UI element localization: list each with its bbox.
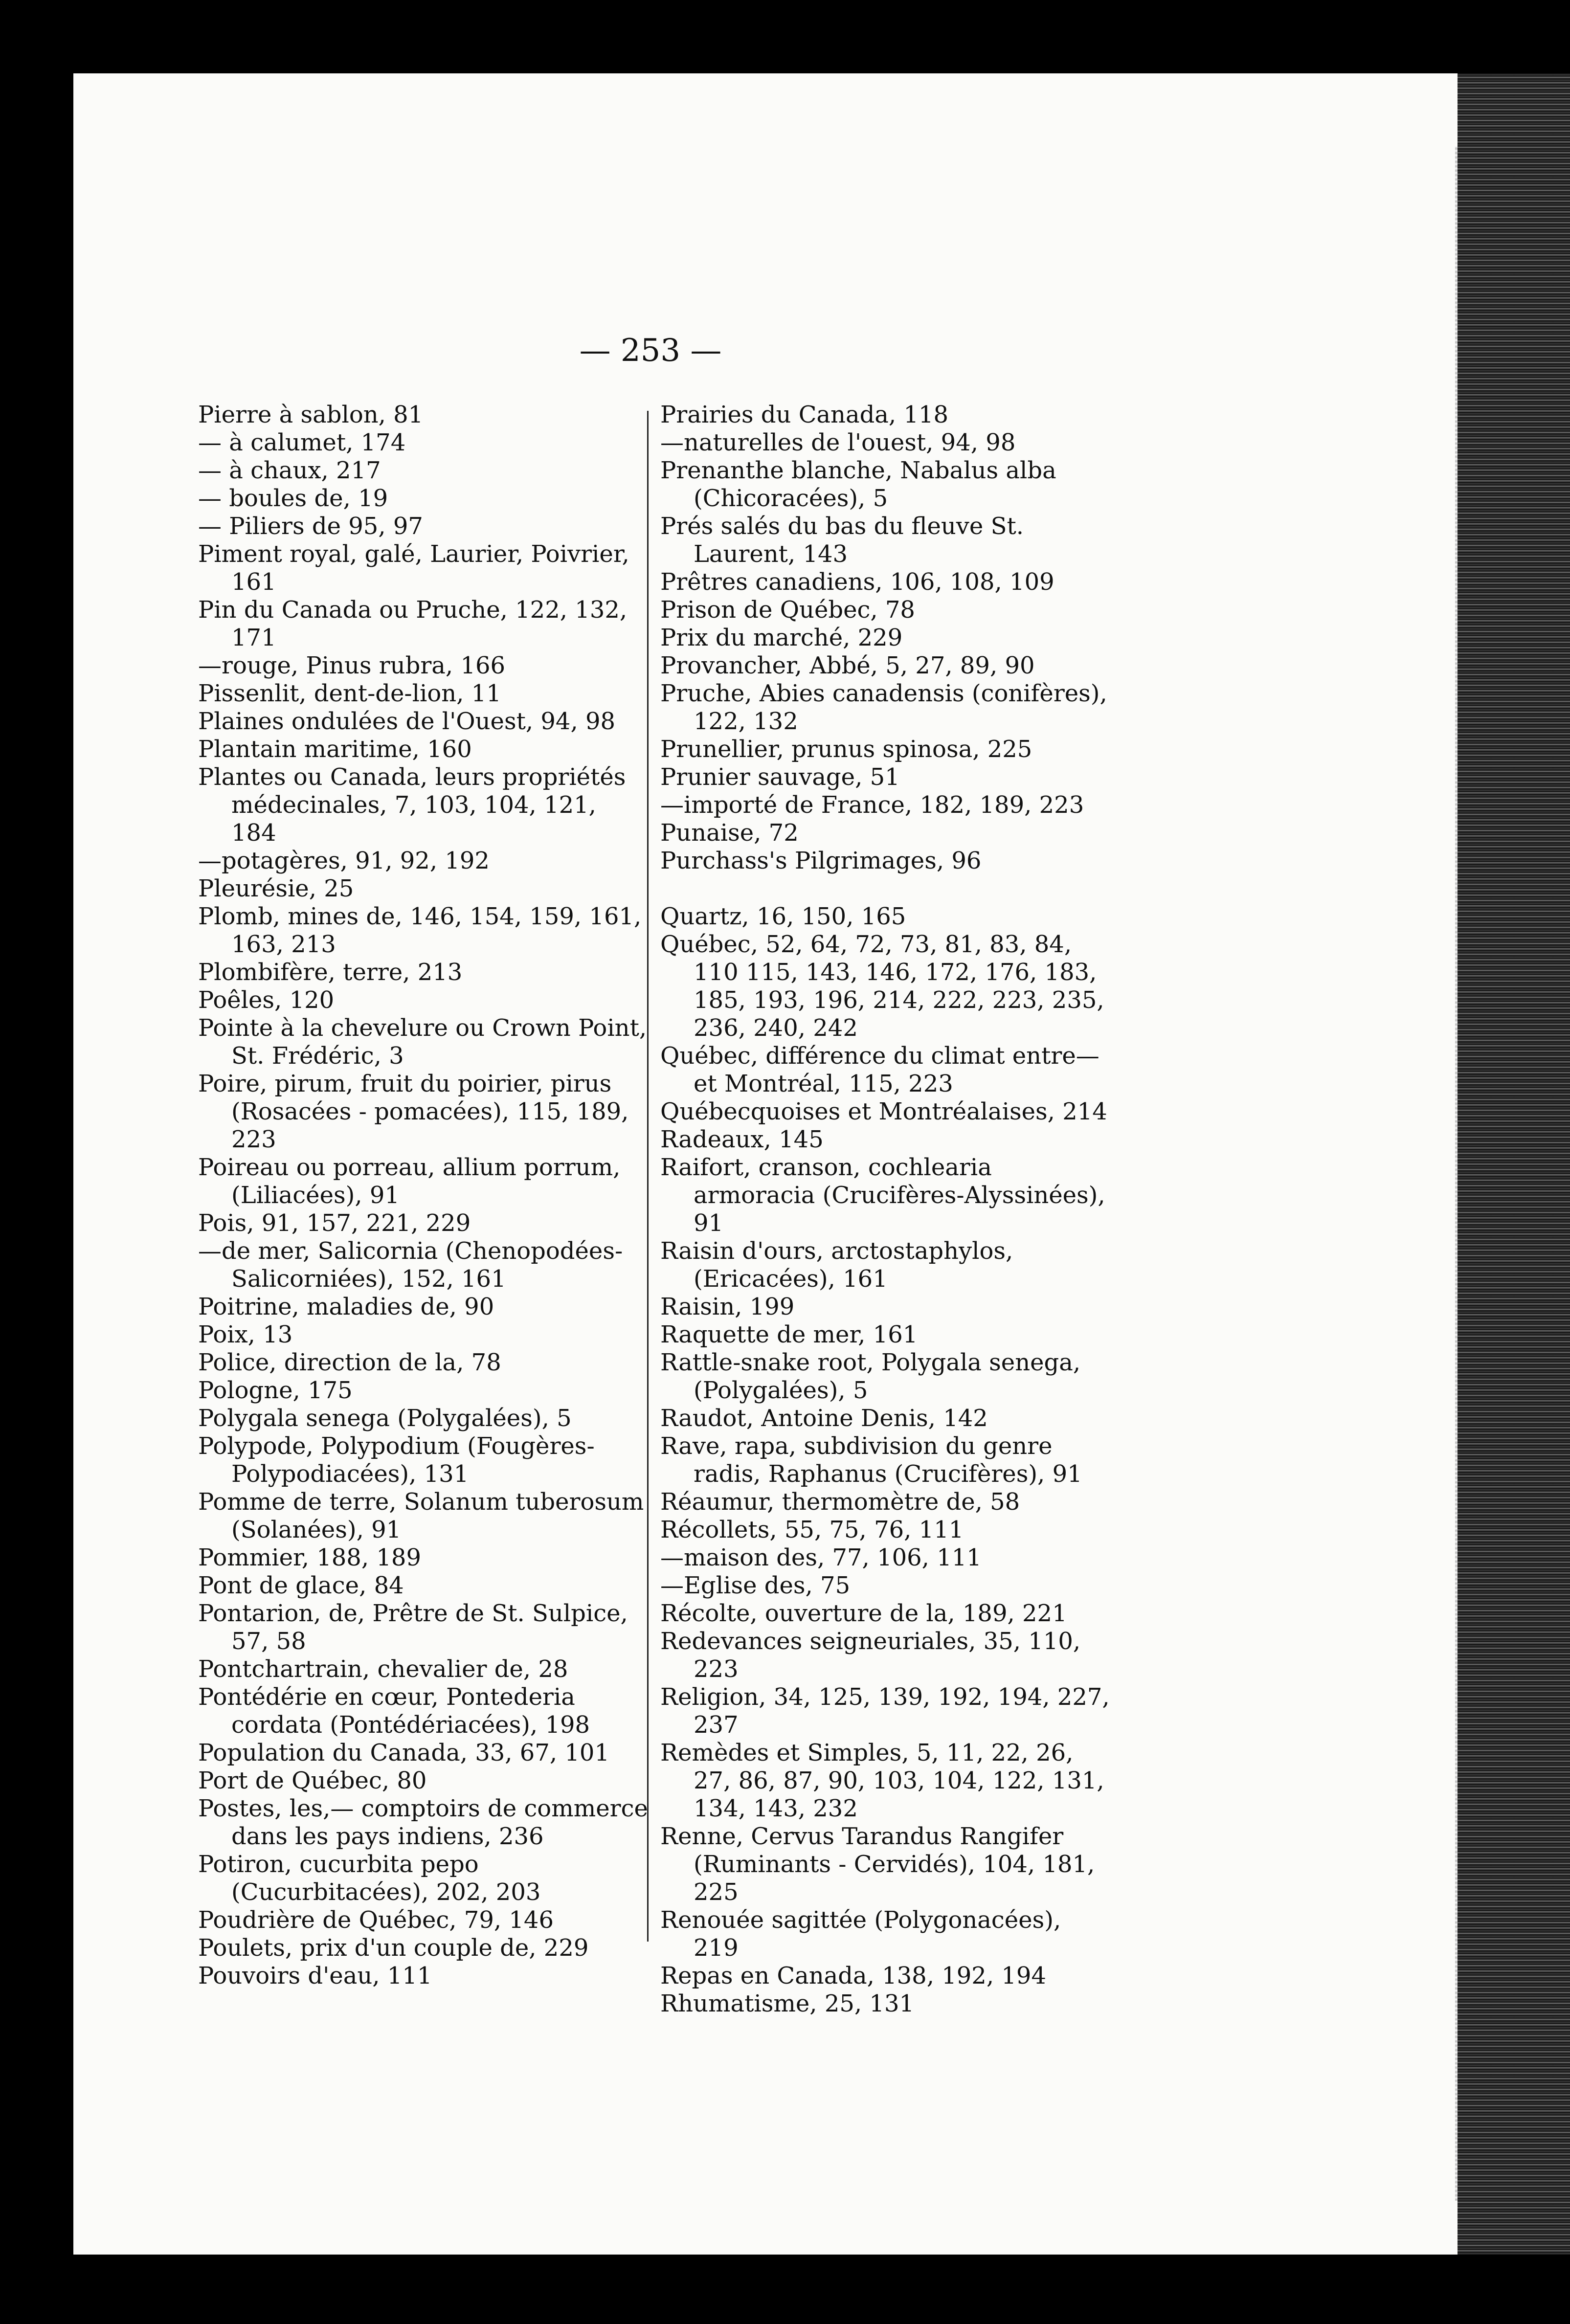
index-entry: Prix du marché, 229	[660, 624, 903, 651]
index-entry: Prunier sauvage, 51	[660, 763, 900, 791]
index-entry: Potiron, cucurbita pepo (Cucurbitacées), 202, 203	[198, 1851, 541, 1906]
index-entry: Rhumatisme, 25, 131	[660, 1990, 915, 2017]
index-entry: Polygala senega (Polygalées), 5	[198, 1405, 572, 1432]
letter-gap	[660, 875, 1110, 903]
index-entry: Poire, pirum, fruit du poirier, pirus (Rosacées - pomacées), 115, 189, 223	[198, 1070, 629, 1153]
index-entry: —Eglise des, 75	[660, 1572, 851, 1599]
index-entry: Pruche, Abies canadensis (conifères), 122, 132	[660, 680, 1107, 735]
index-entry: Prison de Québec, 78	[660, 596, 915, 624]
index-entry: Plomb, mines de, 146, 154, 159, 161, 163, 213	[198, 903, 642, 958]
index-entry: —maison des, 77, 106, 111	[660, 1544, 982, 1571]
index-entry: Piment royal, galé, Laurier, Poivrier, 161	[198, 540, 629, 596]
index-entry: Pomme de terre, Solanum tuberosum (Solanées), 91	[198, 1488, 644, 1543]
index-entry: Pleurésie, 25	[198, 875, 354, 902]
index-entry: Pologne, 175	[198, 1377, 353, 1404]
index-entry: Poêles, 120	[198, 986, 335, 1014]
index-entry: Pointe à la chevelure ou Crown Point, St. Frédéric, 3	[198, 1014, 647, 1070]
index-entry: Repas en Canada, 138, 192, 194	[660, 1962, 1046, 1989]
index-entry: Religion, 34, 125, 139, 192, 194, 227, 237	[660, 1683, 1110, 1739]
index-entry: Réaumur, thermomètre de, 58	[660, 1488, 1020, 1516]
index-column-right	[660, 401, 1110, 2018]
index-entry: Poix, 13	[198, 1321, 293, 1348]
index-entry: Renne, Cervus Tarandus Rangifer (Ruminants - Cervidés), 104, 181, 225	[660, 1823, 1095, 1906]
index-entry: Raisin, 199	[660, 1293, 795, 1320]
index-entry: Québec, différence du climat entre— et Montréal, 115, 223	[660, 1042, 1099, 1097]
index-entry: Raifort, cranson, cochlearia armoracia (Crucifères-Alyssinées), 91	[660, 1154, 1105, 1237]
index-entry: —rouge, Pinus rubra, 166	[198, 652, 506, 679]
index-entry: Prêtres canadiens, 106, 108, 109	[660, 568, 1054, 596]
index-entry: Plombifère, terre, 213	[198, 959, 463, 986]
page-number: — 253 —	[579, 333, 722, 369]
index-entry: Redevances seigneuriales, 35, 110, 223	[660, 1628, 1081, 1683]
index-entry: Pissenlit, dent-de-lion, 11	[198, 680, 501, 707]
index-entry: Renouée sagittée (Polygonacées), 219	[660, 1906, 1061, 1962]
index-entry: Prenanthe blanche, Nabalus alba (Chicoracées), 5	[660, 457, 1056, 512]
index-entry: —potagères, 91, 92, 192	[198, 847, 490, 874]
index-entry: Québecquoises et Montréalaises, 214	[660, 1098, 1107, 1125]
index-entry: Poireau ou porreau, allium porrum, (Liliacées), 91	[198, 1154, 621, 1209]
index-entry: Poudrière de Québec, 79, 146	[198, 1906, 554, 1934]
index-entry: Plaines ondulées de l'Ouest, 94, 98	[198, 708, 616, 735]
index-entry: Punaise, 72	[660, 819, 799, 847]
index-entry: —de mer, Salicornia (Chenopodées-Salicorniées), 152, 161	[198, 1237, 623, 1293]
index-entry: Plantain maritime, 160	[198, 736, 472, 763]
index-entry: Raudot, Antoine Denis, 142	[660, 1405, 988, 1432]
index-entry: Raquette de mer, 161	[660, 1321, 918, 1348]
index-entry: Pois, 91, 157, 221, 229	[198, 1209, 471, 1237]
index-entry: Pontarion, de, Prêtre de St. Sulpice, 57, 58	[198, 1600, 628, 1655]
index-entry: Raisin d'ours, arctostaphylos, (Ericacées), 161	[660, 1237, 1013, 1293]
index-entry: Prés salés du bas du fleuve St. Laurent, 143	[660, 513, 1024, 568]
index-entry: Poitrine, maladies de, 90	[198, 1293, 494, 1320]
scan-border	[1458, 73, 1570, 2255]
index-entry: Remèdes et Simples, 5, 11, 22, 26, 27, 86, 87, 90, 103, 104, 122, 131, 134, 143, 232	[660, 1739, 1104, 1822]
index-entry: Postes, les,— comptoirs de commerce dans les pays indiens, 236	[198, 1795, 648, 1850]
index-entry: Prairies du Canada, 118	[660, 401, 949, 428]
index-entry: Purchass's Pilgrimages, 96	[660, 847, 982, 874]
index-entry: — à calumet, 174	[198, 429, 406, 456]
index-entry: Pierre à sablon, 81	[198, 401, 424, 428]
index-entry: Rave, rapa, subdivision du genre radis, Raphanus (Crucifères), 91	[660, 1432, 1082, 1488]
index-entry: Plantes ou Canada, leurs propriétés médecinales, 7, 103, 104, 121, 184	[198, 763, 626, 847]
index-entry: Pontchartrain, chevalier de, 28	[198, 1655, 568, 1683]
index-entry: — boules de, 19	[198, 485, 388, 512]
index-entry: Récolte, ouverture de la, 189, 221	[660, 1600, 1067, 1627]
index-entry: Rattle-snake root, Polygala senega, (Polygalées), 5	[660, 1349, 1081, 1404]
index-entry: Pontédérie en cœur, Pontederia cordata (Pontédériacées), 198	[198, 1683, 590, 1739]
index-entry: Population du Canada, 33, 67, 101	[198, 1739, 610, 1766]
index-entry: Pouvoirs d'eau, 111	[198, 1962, 432, 1989]
index-entry: Prunellier, prunus spinosa, 225	[660, 736, 1032, 763]
index-entry: Poulets, prix d'un couple de, 229	[198, 1934, 589, 1962]
index-entry: Polypode, Polypodium (Fougères-Polypodiacées), 131	[198, 1432, 595, 1488]
index-entry: Police, direction de la, 78	[198, 1349, 501, 1376]
index-entry: Provancher, Abbé, 5, 27, 89, 90	[660, 652, 1035, 679]
index-entry: Radeaux, 145	[660, 1126, 824, 1153]
index-column-left	[198, 401, 648, 1990]
index-entry: Port de Québec, 80	[198, 1767, 427, 1794]
index-entry: Pin du Canada ou Pruche, 122, 132, 171	[198, 596, 628, 651]
index-entry: —naturelles de l'ouest, 94, 98	[660, 429, 1016, 456]
index-entry: Québec, 52, 64, 72, 73, 81, 83, 84, 110 115, 143, 146, 172, 176, 183, 185, 193, 196, 214, 222, 223, 235, 236, 240, 242	[660, 931, 1104, 1042]
index-entry: —importé de France, 182, 189, 223	[660, 791, 1084, 819]
index-entry: Pont de glace, 84	[198, 1572, 404, 1599]
index-entry: Pommier, 188, 189	[198, 1544, 421, 1571]
index-entry: — à chaux, 217	[198, 457, 381, 484]
index-entry: — Piliers de 95, 97	[198, 513, 423, 540]
index-entry: Récollets, 55, 75, 76, 111	[660, 1516, 964, 1543]
index-entry: Quartz, 16, 150, 165	[660, 903, 906, 930]
